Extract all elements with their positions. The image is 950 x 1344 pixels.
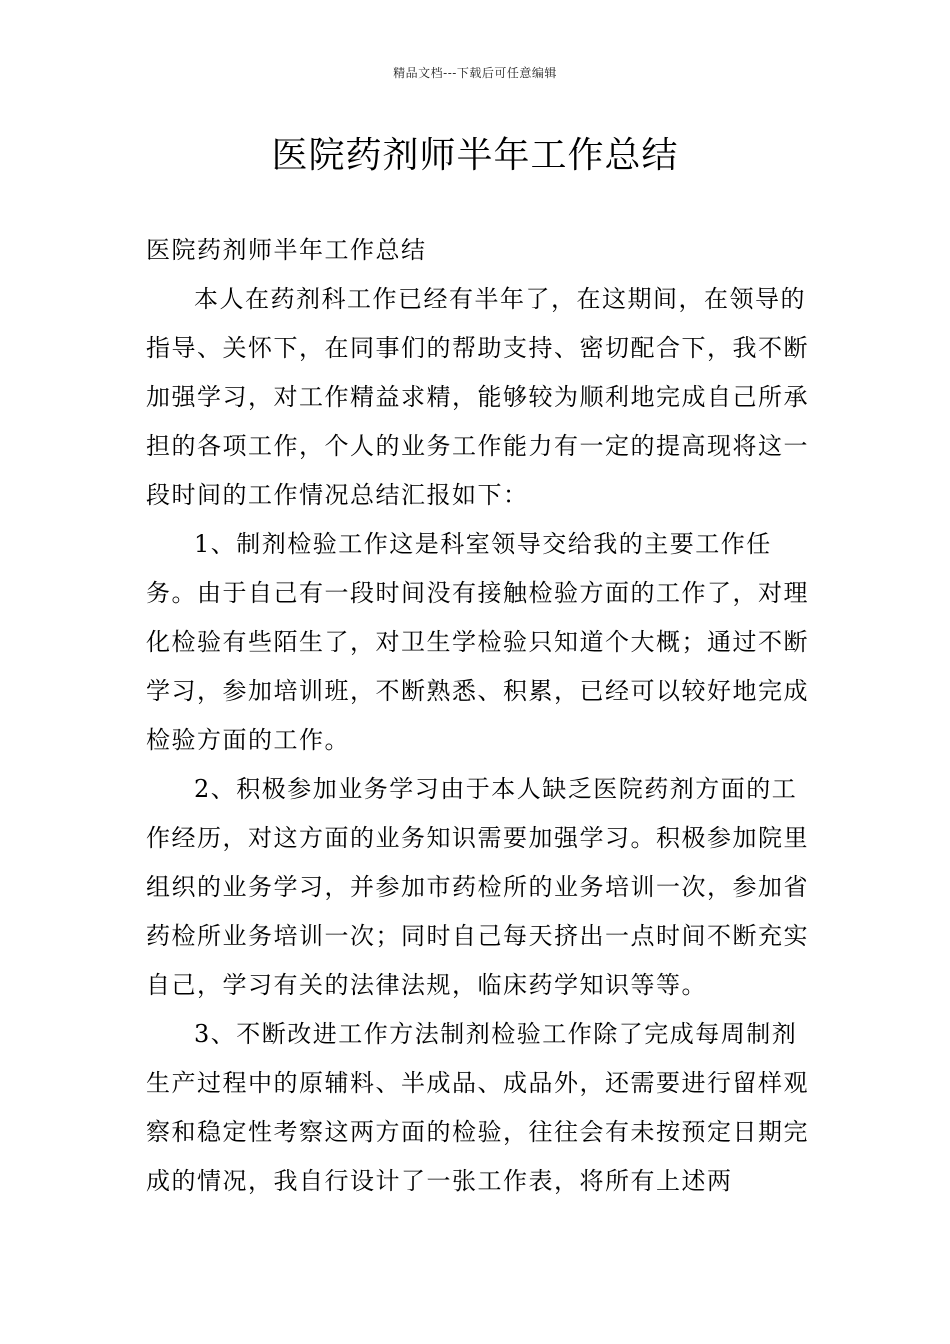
document-subtitle: 医院药剂师半年工作总结 (146, 236, 427, 264)
document-title: 医院药剂师半年工作总结 (271, 135, 679, 176)
document-body (146, 226, 810, 1206)
paragraph-item-3: 3、不断改进工作方法制剂检验工作除了完成每周制剂生产过程中的原辅料、半成品、成品外，还需要进行留样观察和稳定性考察这两方面的检验，往往会有未按预定日期完成的情况，我自行设计了一张工作表，将所有上述两 (146, 1020, 809, 1195)
paragraph-intro: 本人在药剂科工作已经有半年了，在这期间，在领导的指导、关怀下，在同事们的帮助支持、密切配合下，我不断加强学习，对工作精益求精，能够较为顺利地完成自己所承担的各项工作，个人的业务工作能力有一定的提高现将这一段时间的工作情况总结汇报如下： (146, 285, 809, 509)
paragraph-item-1: 1、制剂检验工作这是科室领导交给我的主要工作任务。由于自己有一段时间没有接触检验方面的工作了，对理化检验有些陌生了，对卫生学检验只知道个大概；通过不断学习，参加培训班，不断熟悉、积累，已经可以较好地完成检验方面的工作。 (146, 530, 809, 754)
header-note: 精品文档---下载后可任意编辑 (393, 66, 557, 80)
paragraph-item-2: 2、积极参加业务学习由于本人缺乏医院药剂方面的工作经历，对这方面的业务知识需要加强学习。积极参加院里组织的业务学习，并参加市药检所的业务培训一次，参加省药检所业务培训一次；同时自己每天挤出一点时间不断充实自己，学习有关的法律法规，临床药学知识等等。 (146, 775, 809, 999)
